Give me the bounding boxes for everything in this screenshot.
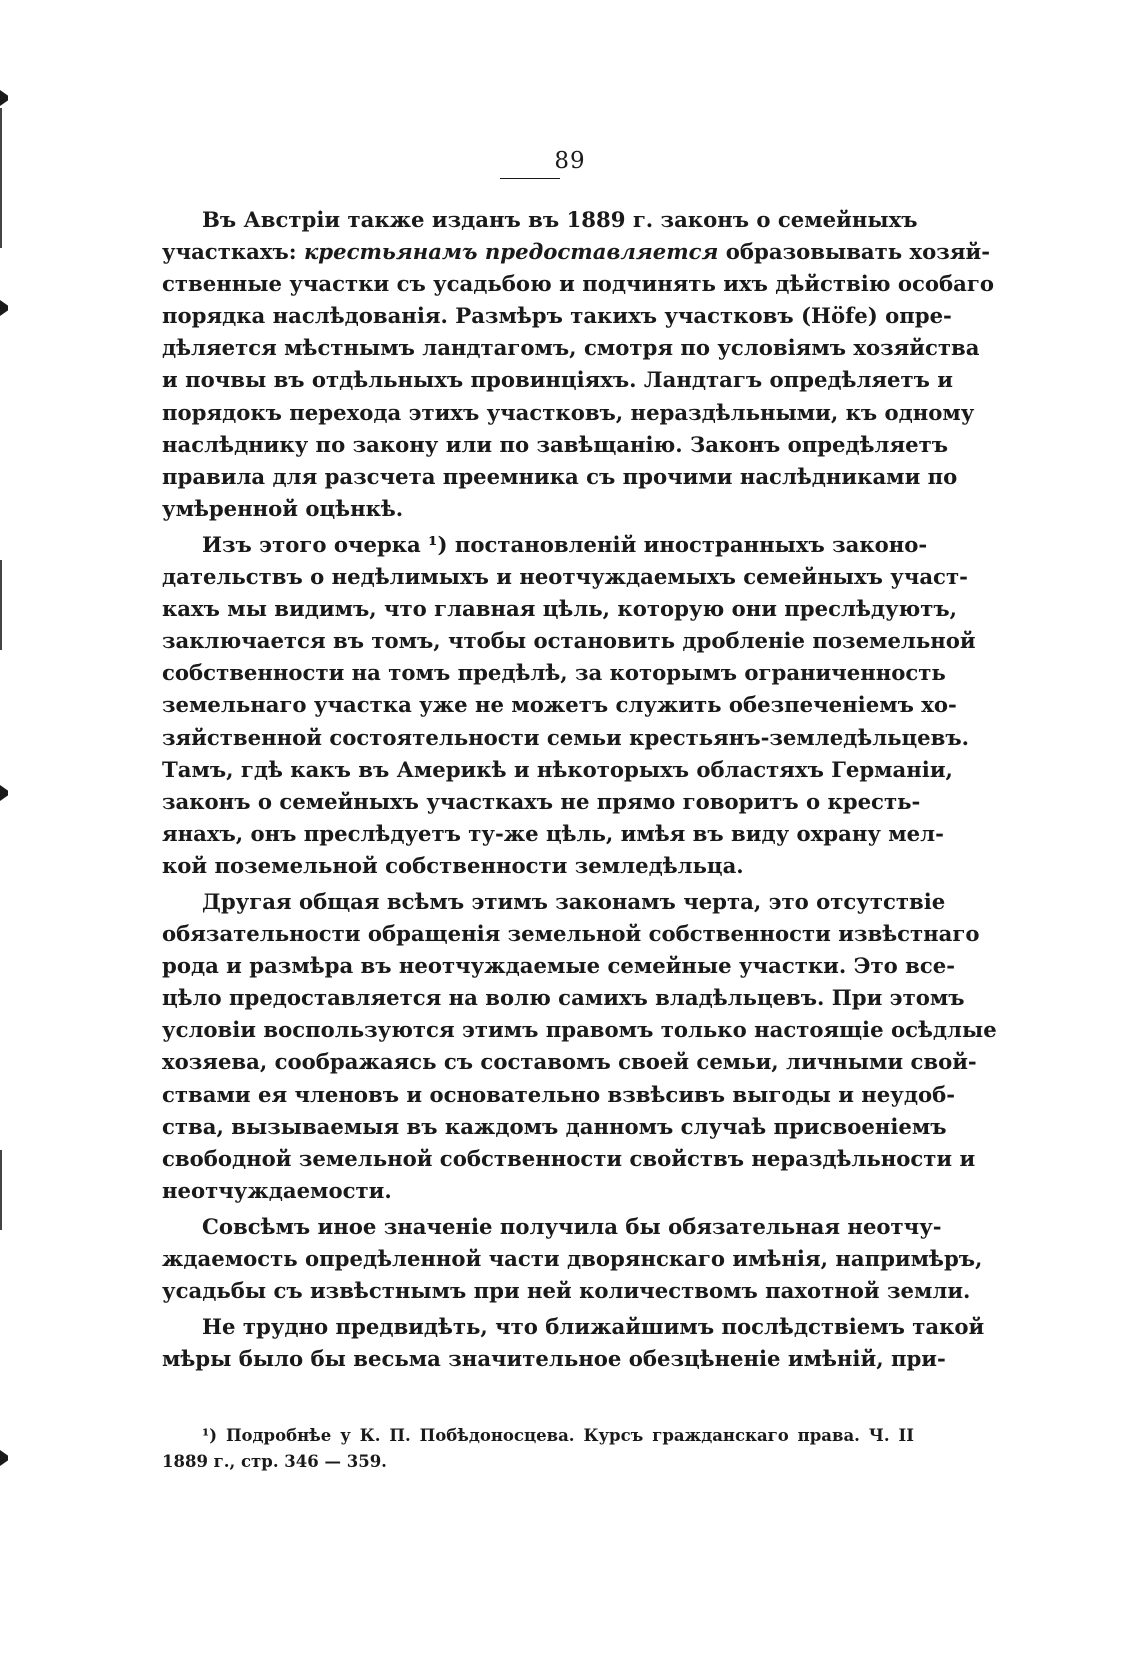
edge-mark [0,90,8,106]
text-line: Изъ этого очерка ¹) постановленій иностранныхъ законо- [202,531,928,557]
text-line: свободной земельной собственности свойствъ нераздѣльности и [162,1145,976,1171]
footnote-line: 1889 г., стр. 346 — 359. [162,1452,387,1471]
text-line: земельнаго участка уже не можетъ служить обезпеченіемъ хо- [162,692,957,718]
edge-line [0,560,2,650]
text-line: ства, вызываемыя въ каждомъ данномъ случаѣ присвоеніемъ [162,1113,947,1139]
text-line: умѣренной оцѣнкѣ. [162,495,404,521]
text-line: неотчуждаемости. [162,1177,392,1203]
text-line: условіи воспользуются этимъ правомъ только настоящіе осѣдлые [162,1017,997,1043]
edge-mark [0,300,8,316]
text-line: заключается въ томъ, чтобы остановить дробленіе поземельной [162,628,976,654]
paragraph [162,1311,985,1375]
scan-left-edge [0,0,14,1673]
text-line: Другая общая всѣмъ этимъ законамъ черта, это отсутствіе [202,888,946,914]
paragraph [162,1211,983,1307]
page-number: 89 [554,148,586,174]
text-line: собственности на томъ предѣлѣ, за которымъ ограниченность [162,660,946,686]
text-line: наслѣднику по закону или по завѣщанію. Законъ опредѣляетъ [162,431,949,457]
text-line: законъ о семейныхъ участкахъ не прямо говоритъ о кресть- [162,788,921,814]
text-line: ждаемость опредѣленной части дворянскаго имѣнія, напримѣръ, [162,1246,983,1271]
text-line: обязательности обращенія земельной собственности извѣстнаго [162,921,980,947]
edge-mark [0,1450,8,1466]
text-line: правила для разсчета преемника съ прочими наслѣдниками по [162,463,958,489]
text-line: кахъ мы видимъ, что главная цѣль, которую они преслѣдуютъ, [162,596,958,622]
text-line: участкахъ: крестьянамъ предоставляется образовывать хозяй- [162,239,990,265]
page-number-rule [500,178,560,179]
paragraph [162,204,995,525]
edge-line [0,1150,2,1230]
text-line: мѣры было бы весьма значительное обезцѣненіе имѣній, при- [162,1346,946,1372]
text-line: кой поземельной собственности земледѣльца. [162,852,744,878]
text-line: зяйственной состоятельности семьи крестьянъ-земледѣльцевъ. [162,724,970,750]
edge-line [0,108,2,248]
text-line: усадьбы съ извѣстнымъ при ней количествомъ пахотной земли. [162,1278,971,1304]
paragraph [162,529,976,882]
text-line: рода и размѣра въ неотчуждаемые семейные участки. Это все- [162,953,956,979]
emphasis: крестьянамъ предоставляется [303,239,719,265]
text-line: цѣло предоставляется на волю самихъ владѣльцевъ. При этомъ [162,985,965,1011]
footnote-line: ¹) Подробнѣе у К. П. Побѣдоносцева. Курсъ гражданскаго права. Ч. II [202,1426,914,1445]
text-line: порядокъ перехода этихъ участковъ, нераздѣльными, къ одному [162,399,975,425]
edge-mark [0,785,8,801]
body-text [162,204,997,1375]
text-line: Не трудно предвидѣть, что ближайшимъ послѣдствіемъ такой [202,1314,985,1340]
text-line: порядка наслѣдованія. Размѣръ такихъ участковъ (Höfe) опре- [162,303,952,329]
text-line: дѣляется мѣстнымъ ландтагомъ, смотря по условіямъ хозяйства [162,335,980,361]
text-line: янахъ, онъ преслѣдуетъ ту-же цѣль, имѣя въ виду охрану мел- [162,820,944,846]
text-line: дательствъ о недѣлимыхъ и неотчуждаемыхъ семейныхъ участ- [162,564,968,590]
text-line: Совсѣмъ иное значеніе получила бы обязательная неотчу- [202,1213,942,1239]
text-line: Тамъ, гдѣ какъ въ Америкѣ и нѣкоторыхъ областяхъ Германіи, [162,756,953,782]
text-line: хозяева, соображаясь съ составомъ своей семьи, личными свой- [162,1049,977,1075]
text-line: ственные участки съ усадьбою и подчинять ихъ дѣйствію особаго [162,271,995,297]
footnote [162,1423,914,1475]
text-line: и почвы въ отдѣльныхъ провинціяхъ. Ландтагъ опредѣляетъ и [162,367,953,393]
paragraph [162,886,997,1207]
text-line: Въ Австріи также изданъ въ 1889 г. законъ о семейныхъ [202,207,918,232]
text-line: ствами ея членовъ и основательно взвѣсивъ выгоды и неудоб- [162,1081,956,1107]
